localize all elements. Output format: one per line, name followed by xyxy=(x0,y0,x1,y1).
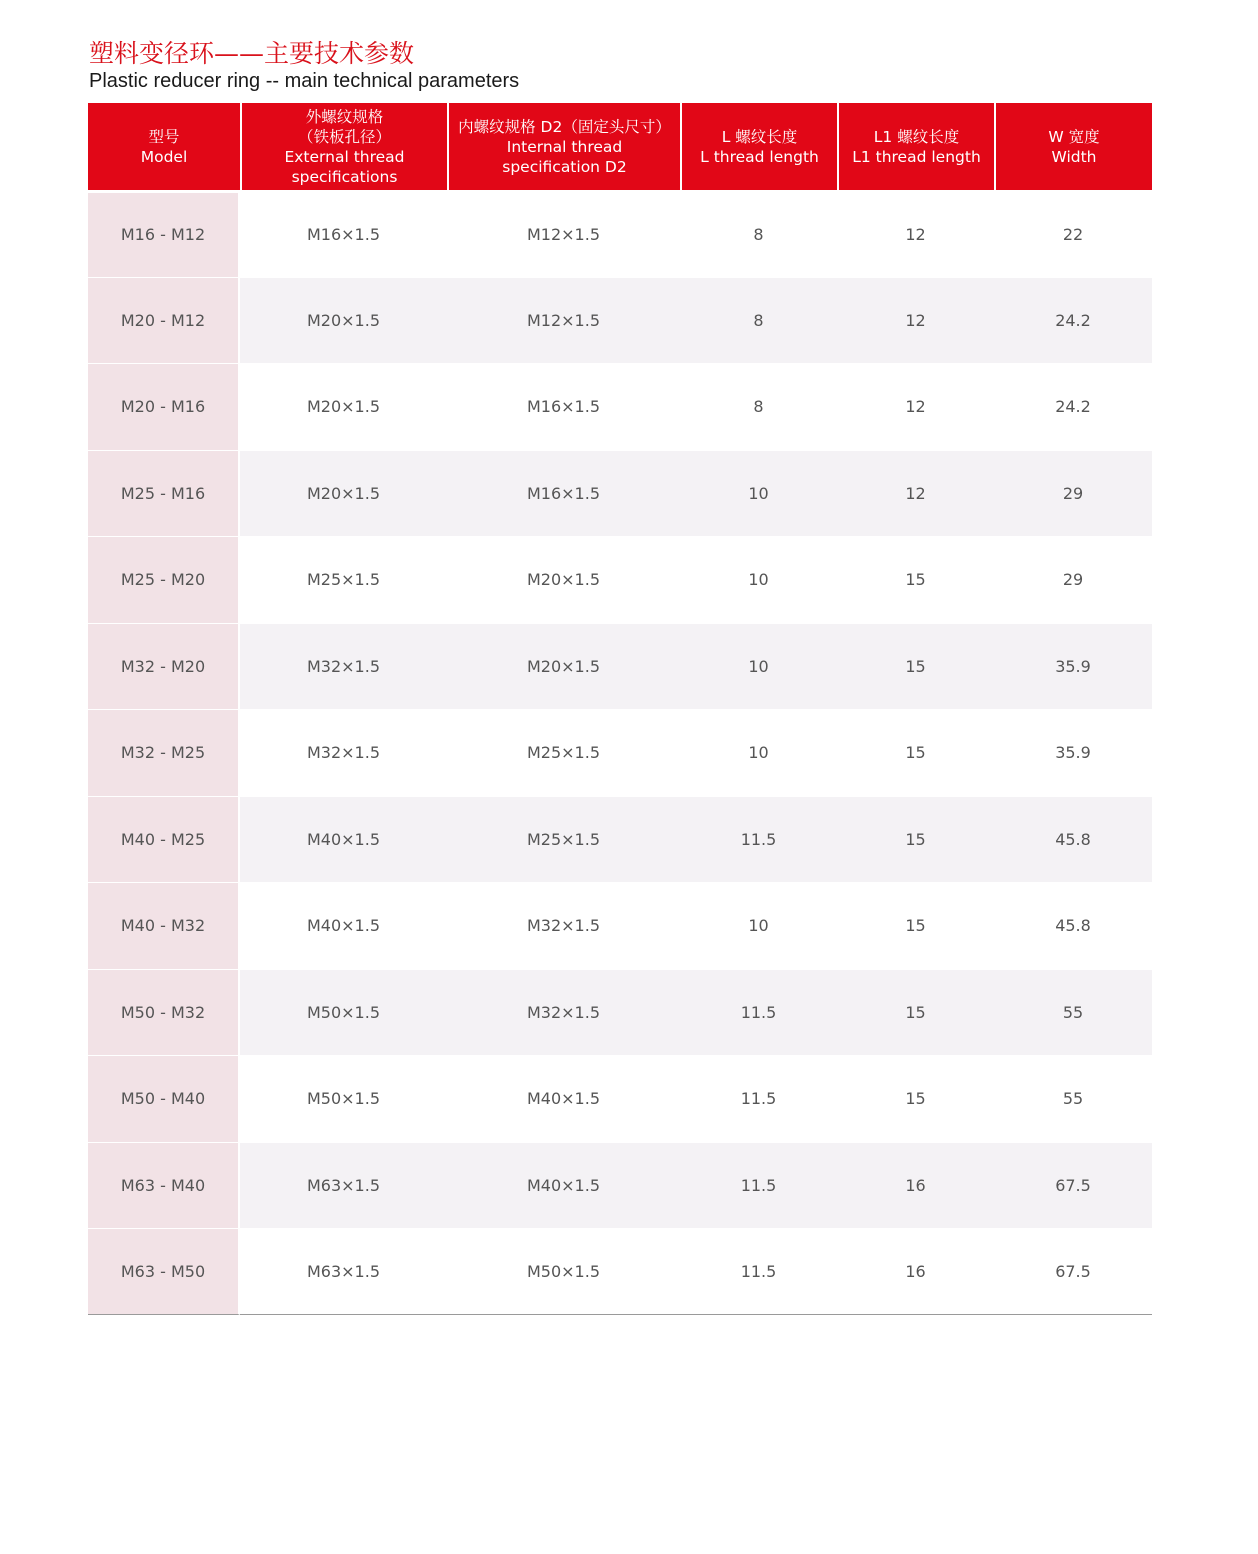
cell-external-thread: M50×1.5 xyxy=(240,969,447,1056)
page-title-zh: 塑料变径环——主要技术参数 xyxy=(89,39,415,68)
table-row xyxy=(88,882,1152,969)
cell-width: 55 xyxy=(994,969,1152,1056)
cell-external-thread: M16×1.5 xyxy=(240,190,447,277)
cell-model: M20 - M16 xyxy=(88,363,240,450)
cell-model: M20 - M12 xyxy=(88,277,240,364)
header-width xyxy=(994,103,1152,190)
header-label-line: External thread xyxy=(284,147,405,166)
cell-l1-thread-length: 15 xyxy=(837,709,994,796)
cell-l-thread-length: 8 xyxy=(680,363,837,450)
cell-l1-thread-length: 12 xyxy=(837,450,994,537)
cell-internal-thread: M32×1.5 xyxy=(447,969,680,1056)
cell-internal-thread: M25×1.5 xyxy=(447,796,680,883)
cell-internal-thread: M16×1.5 xyxy=(447,450,680,537)
cell-l-thread-length: 10 xyxy=(680,709,837,796)
cell-internal-thread: M16×1.5 xyxy=(447,363,680,450)
table-row xyxy=(88,796,1152,883)
header-label-line: 外螺纹规格 xyxy=(305,107,384,126)
cell-internal-thread: M12×1.5 xyxy=(447,190,680,277)
cell-model: M32 - M25 xyxy=(88,709,240,796)
spec-table xyxy=(88,103,1152,1315)
cell-external-thread: M40×1.5 xyxy=(240,796,447,883)
cell-l-thread-length: 10 xyxy=(680,450,837,537)
cell-l-thread-length: 11.5 xyxy=(680,1228,837,1315)
cell-external-thread: M20×1.5 xyxy=(240,277,447,364)
cell-l-thread-length: 10 xyxy=(680,882,837,969)
header-l1-thread-length xyxy=(837,103,994,190)
cell-model: M40 - M32 xyxy=(88,882,240,969)
header-label-line: specifications xyxy=(291,167,398,186)
table-row xyxy=(88,450,1152,537)
cell-l-thread-length: 10 xyxy=(680,536,837,623)
table-row xyxy=(88,536,1152,623)
table-row xyxy=(88,969,1152,1056)
cell-model: M40 - M25 xyxy=(88,796,240,883)
header-label-line: L1 thread length xyxy=(852,147,981,166)
cell-width: 24.2 xyxy=(994,363,1152,450)
cell-width: 35.9 xyxy=(994,623,1152,710)
cell-l1-thread-length: 15 xyxy=(837,536,994,623)
cell-width: 67.5 xyxy=(994,1228,1152,1315)
cell-l1-thread-length: 15 xyxy=(837,796,994,883)
cell-l1-thread-length: 16 xyxy=(837,1142,994,1229)
header-internal-thread xyxy=(447,103,680,190)
cell-internal-thread: M25×1.5 xyxy=(447,709,680,796)
cell-external-thread: M32×1.5 xyxy=(240,709,447,796)
table-header xyxy=(88,103,1152,190)
header-label-line: W 宽度 xyxy=(1048,127,1100,146)
header-label-line: L 螺纹长度 xyxy=(721,127,798,146)
header-row xyxy=(88,103,1152,190)
cell-width: 45.8 xyxy=(994,796,1152,883)
cell-model: M25 - M20 xyxy=(88,536,240,623)
cell-l1-thread-length: 12 xyxy=(837,363,994,450)
cell-internal-thread: M40×1.5 xyxy=(447,1055,680,1142)
cell-l1-thread-length: 12 xyxy=(837,190,994,277)
cell-l1-thread-length: 15 xyxy=(837,1055,994,1142)
table-row xyxy=(88,190,1152,277)
cell-l-thread-length: 8 xyxy=(680,190,837,277)
cell-l-thread-length: 10 xyxy=(680,623,837,710)
cell-model: M63 - M50 xyxy=(88,1228,240,1315)
table-row xyxy=(88,709,1152,796)
header-label-line: Width xyxy=(1051,147,1097,166)
cell-width: 35.9 xyxy=(994,709,1152,796)
cell-external-thread: M63×1.5 xyxy=(240,1142,447,1229)
cell-l1-thread-length: 15 xyxy=(837,623,994,710)
cell-internal-thread: M20×1.5 xyxy=(447,536,680,623)
header-label-line: 型号 xyxy=(148,127,180,146)
cell-model: M25 - M16 xyxy=(88,450,240,537)
header-model xyxy=(88,103,240,190)
cell-model: M32 - M20 xyxy=(88,623,240,710)
cell-width: 29 xyxy=(994,450,1152,537)
cell-internal-thread: M20×1.5 xyxy=(447,623,680,710)
cell-external-thread: M63×1.5 xyxy=(240,1228,447,1315)
page-title-en: Plastic reducer ring -- main technical parameters xyxy=(89,70,520,92)
header-label-line: L1 螺纹长度 xyxy=(873,127,960,146)
table-row xyxy=(88,623,1152,710)
cell-l1-thread-length: 15 xyxy=(837,882,994,969)
header-label-line: Internal thread xyxy=(506,137,623,156)
cell-external-thread: M50×1.5 xyxy=(240,1055,447,1142)
table-body xyxy=(88,190,1152,1315)
cell-l-thread-length: 11.5 xyxy=(680,1055,837,1142)
cell-l-thread-length: 8 xyxy=(680,277,837,364)
cell-width: 24.2 xyxy=(994,277,1152,364)
header-external-thread xyxy=(240,103,447,190)
cell-internal-thread: M40×1.5 xyxy=(447,1142,680,1229)
table-row xyxy=(88,1142,1152,1229)
cell-external-thread: M20×1.5 xyxy=(240,450,447,537)
cell-external-thread: M32×1.5 xyxy=(240,623,447,710)
header-l-thread-length xyxy=(680,103,837,190)
cell-width: 45.8 xyxy=(994,882,1152,969)
cell-model: M50 - M32 xyxy=(88,969,240,1056)
table-row xyxy=(88,363,1152,450)
header-label-line: 内螺纹规格 D2（固定头尺寸） xyxy=(458,117,671,136)
cell-l1-thread-length: 16 xyxy=(837,1228,994,1315)
cell-width: 55 xyxy=(994,1055,1152,1142)
cell-model: M16 - M12 xyxy=(88,190,240,277)
cell-l-thread-length: 11.5 xyxy=(680,796,837,883)
cell-width: 22 xyxy=(994,190,1152,277)
cell-internal-thread: M32×1.5 xyxy=(447,882,680,969)
cell-model: M63 - M40 xyxy=(88,1142,240,1229)
header-label-line: L thread length xyxy=(700,147,819,166)
cell-internal-thread: M50×1.5 xyxy=(447,1228,680,1315)
header-label-line: （铁板孔径） xyxy=(297,127,391,146)
table-row xyxy=(88,277,1152,364)
cell-l1-thread-length: 15 xyxy=(837,969,994,1056)
cell-external-thread: M40×1.5 xyxy=(240,882,447,969)
cell-external-thread: M20×1.5 xyxy=(240,363,447,450)
cell-width: 67.5 xyxy=(994,1142,1152,1229)
table-row xyxy=(88,1055,1152,1142)
header-label-line: specification D2 xyxy=(502,157,627,176)
cell-l-thread-length: 11.5 xyxy=(680,1142,837,1229)
table-row xyxy=(88,1228,1152,1315)
cell-model: M50 - M40 xyxy=(88,1055,240,1142)
cell-external-thread: M25×1.5 xyxy=(240,536,447,623)
cell-width: 29 xyxy=(994,536,1152,623)
cell-internal-thread: M12×1.5 xyxy=(447,277,680,364)
cell-l-thread-length: 11.5 xyxy=(680,969,837,1056)
header-label-line: Model xyxy=(140,147,188,166)
cell-l1-thread-length: 12 xyxy=(837,277,994,364)
